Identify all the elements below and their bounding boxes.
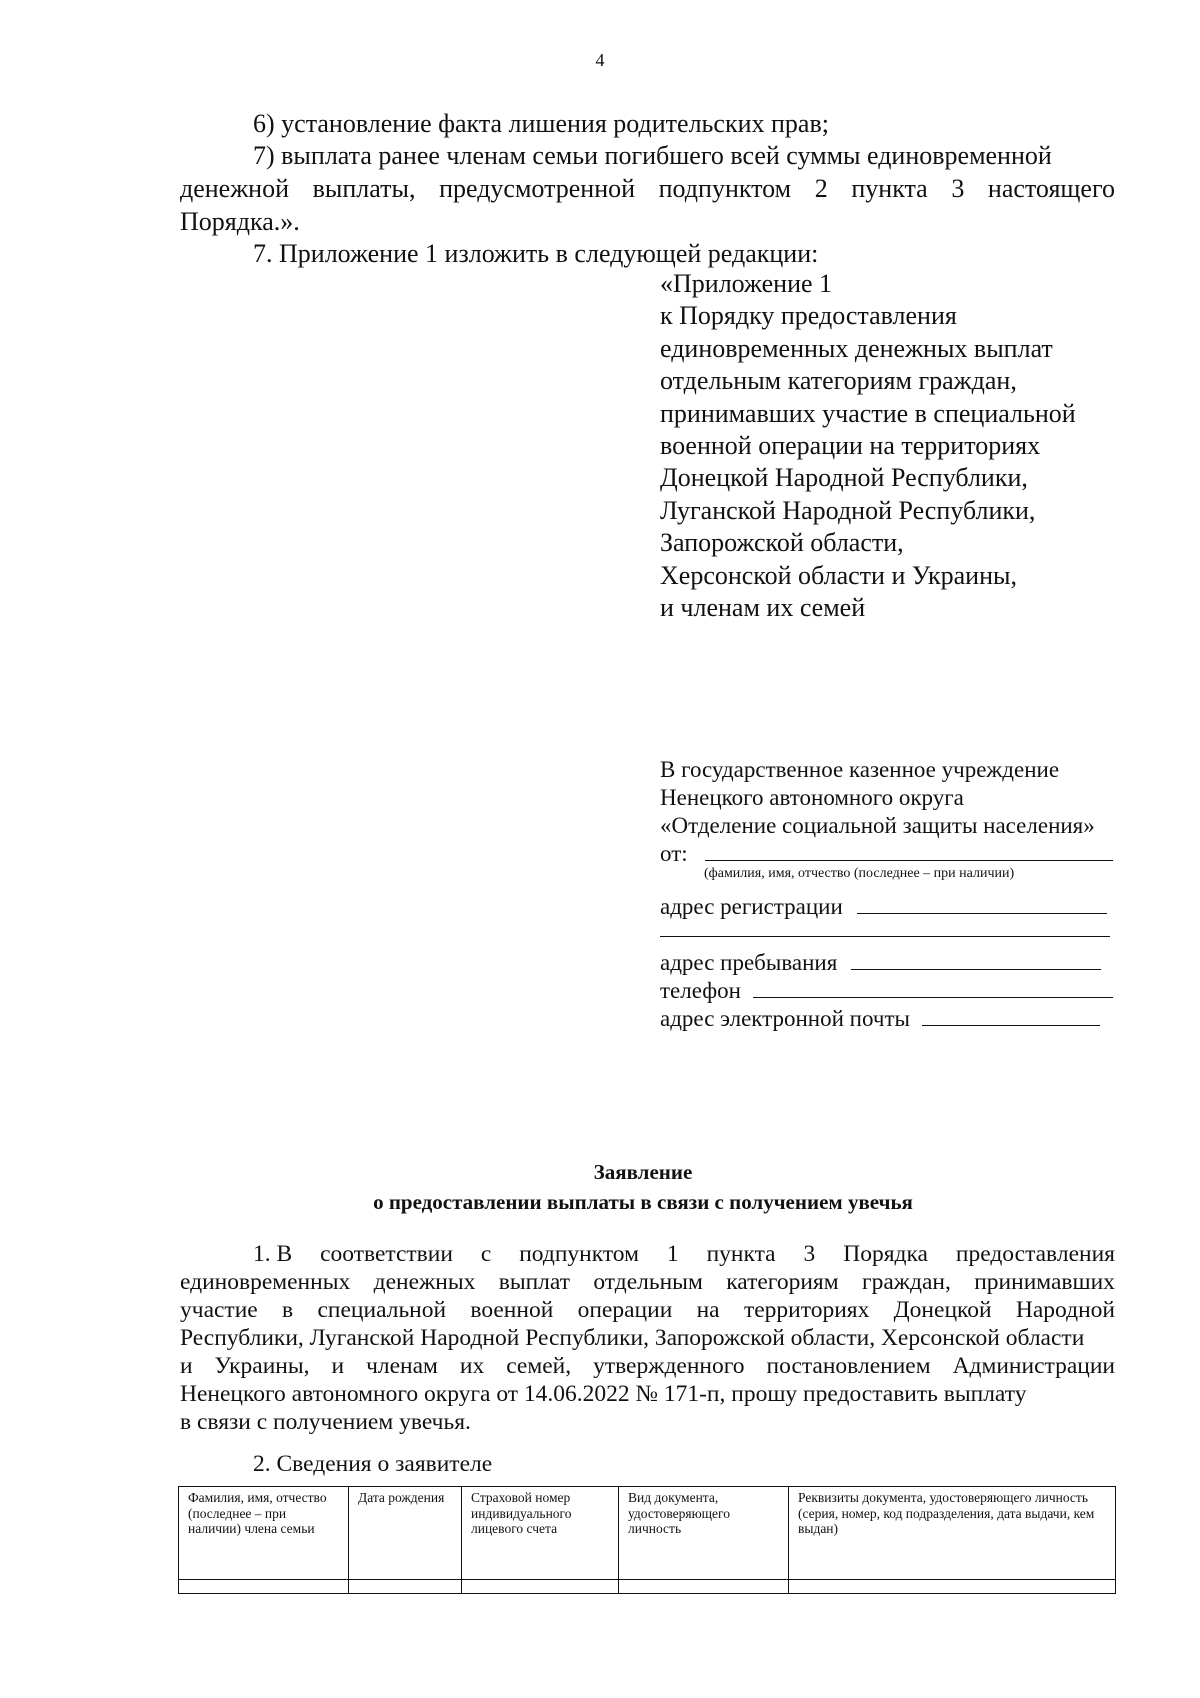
table-cell[interactable] — [349, 1580, 462, 1594]
word: единовременных — [180, 1269, 351, 1295]
email-label: адрес электронной почты — [660, 1006, 910, 1031]
word: принимавших — [974, 1269, 1115, 1295]
word: денежных — [373, 1269, 476, 1295]
paragraph-1-line-1 — [253, 1240, 1115, 1268]
list-item-7-line1: 7) выплата ранее членам семьи погибшего всей суммы единовременной — [253, 141, 1052, 170]
word: отдельным — [593, 1269, 703, 1295]
word: 2 — [814, 174, 828, 203]
list-item-7-line2 — [180, 173, 1115, 205]
word: утвержденного — [593, 1353, 745, 1379]
annex-heading-line: и членам их семей — [660, 593, 866, 623]
email-blank[interactable] — [922, 1005, 1100, 1026]
addressee-line-2: Ненецкого автономного округа — [660, 785, 964, 810]
word: подпунктом — [519, 1241, 639, 1267]
phone-field — [660, 977, 1113, 1005]
word: выплаты, — [312, 174, 416, 203]
applicant-info-heading: 2. Сведения о заявителе — [253, 1451, 493, 1477]
stay-label: адрес пребывания — [660, 950, 838, 975]
list-item-7-line3: Порядка.». — [180, 207, 300, 236]
word: пункта — [851, 174, 928, 203]
word: Порядка — [843, 1241, 928, 1267]
word: Украины, — [214, 1353, 310, 1379]
word: в — [282, 1297, 294, 1323]
annex-heading-line: Луганской Народной Республики, — [660, 495, 1036, 525]
word: категориям — [726, 1269, 839, 1295]
page-number: 4 — [595, 50, 605, 70]
annex-heading — [660, 268, 1076, 624]
word: семей, — [506, 1353, 572, 1379]
word: территориях — [743, 1297, 870, 1323]
annex-heading-line: к Порядку предоставления — [660, 301, 957, 331]
word: их — [459, 1353, 485, 1379]
from-hint: (фамилия, имя, отчество (последнее – при наличии) — [704, 866, 1015, 881]
from-blank[interactable] — [705, 840, 1113, 861]
word: специальной — [317, 1297, 447, 1323]
word: подпунктом — [658, 174, 792, 203]
table-cell[interactable] — [619, 1580, 789, 1594]
word: Донецкой — [893, 1297, 992, 1323]
paragraph-1-line-2 — [180, 1268, 1115, 1296]
registration-label: адрес регистрации — [660, 894, 843, 919]
word: 1 — [666, 1241, 679, 1267]
col-header-snils: Страховой номер индивидуального лицевого счета — [462, 1487, 619, 1580]
table-cell[interactable] — [789, 1580, 1116, 1594]
paragraph-1-line-5 — [180, 1352, 1115, 1380]
word: соответствии — [320, 1241, 453, 1267]
col-header-birth-date: Дата рождения — [349, 1487, 462, 1580]
statement-title: Заявление — [593, 1160, 693, 1184]
word: членам — [366, 1353, 438, 1379]
table-cell[interactable] — [179, 1580, 349, 1594]
word: 1. В — [253, 1241, 293, 1267]
word: на — [696, 1297, 720, 1323]
paragraph-1-line-3 — [180, 1296, 1115, 1324]
from-label: от: — [660, 841, 688, 866]
annex-heading-line: Запорожской области, — [660, 528, 904, 558]
annex-heading-line: принимавших участие в специальной — [660, 398, 1076, 428]
from-field — [660, 840, 1113, 868]
registration-blank-2[interactable] — [660, 936, 1110, 937]
word: предусмотренной — [439, 174, 636, 203]
col-header-id-details: Реквизиты документа, удостоверяющего личность (серия, номер, код подразделения, дата выдачи, кем выдан) — [789, 1487, 1116, 1580]
phone-label: телефон — [660, 978, 741, 1003]
annex-heading-line: военной операции на территориях — [660, 431, 1041, 461]
table-header-row — [179, 1487, 1116, 1580]
addressee-line-3: «Отделение социальной защиты населения» — [660, 813, 1095, 838]
word: участие — [180, 1297, 258, 1323]
word: постановлением — [766, 1353, 931, 1379]
word: военной — [470, 1297, 554, 1323]
word: операции — [577, 1297, 673, 1323]
list-item-6: 6) установление факта лишения родительских прав; — [253, 109, 829, 138]
paragraph-1-line-4: Республики, Луганской Народной Республики, Запорожской области, Херсонской области — [180, 1325, 1085, 1351]
word: и — [331, 1353, 345, 1379]
stay-field — [660, 949, 1101, 977]
word: настоящего — [987, 174, 1115, 203]
word: 3 — [803, 1241, 816, 1267]
phone-blank[interactable] — [753, 977, 1113, 998]
table-row — [179, 1580, 1116, 1594]
amendment-7: 7. Приложение 1 изложить в следующей редакции: — [253, 239, 819, 268]
word: Народной — [1015, 1297, 1115, 1323]
annex-heading-line: отдельным категориям граждан, — [660, 366, 1017, 396]
word: денежной — [180, 174, 290, 203]
addressee-line-1: В государственное казенное учреждение — [660, 757, 1060, 782]
word: граждан, — [861, 1269, 951, 1295]
registration-blank[interactable] — [857, 893, 1107, 914]
word: предоставления — [955, 1241, 1115, 1267]
annex-heading-line: единовременных денежных выплат — [660, 333, 1053, 363]
applicant-table — [178, 1486, 1116, 1594]
word: и — [180, 1353, 193, 1379]
word: с — [480, 1241, 492, 1267]
col-header-full-name: Фамилия, имя, отчество (последнее – при наличии) члена семьи — [179, 1487, 349, 1580]
email-field — [660, 1005, 1100, 1033]
col-header-id-type: Вид документа, удостоверяющего личность — [619, 1487, 789, 1580]
table-cell[interactable] — [462, 1580, 619, 1594]
registration-field — [660, 893, 1107, 921]
annex-heading-line: Херсонской области и Украины, — [660, 560, 1017, 590]
stay-blank[interactable] — [851, 949, 1101, 970]
word: 3 — [951, 174, 965, 203]
annex-heading-line: Донецкой Народной Республики, — [660, 463, 1028, 493]
paragraph-1-line-7: в связи с получением увечья. — [180, 1409, 471, 1435]
word: пункта — [706, 1241, 776, 1267]
statement-subtitle: о предоставлении выплаты в связи с получением увечья — [373, 1190, 913, 1214]
word: выплат — [498, 1269, 570, 1295]
word: Администрации — [952, 1353, 1115, 1379]
annex-heading-line: «Приложение 1 — [660, 269, 833, 298]
paragraph-1-line-6: Ненецкого автономного округа от 14.06.2022 № 171-п, прошу предоставить выплату — [180, 1381, 1027, 1407]
